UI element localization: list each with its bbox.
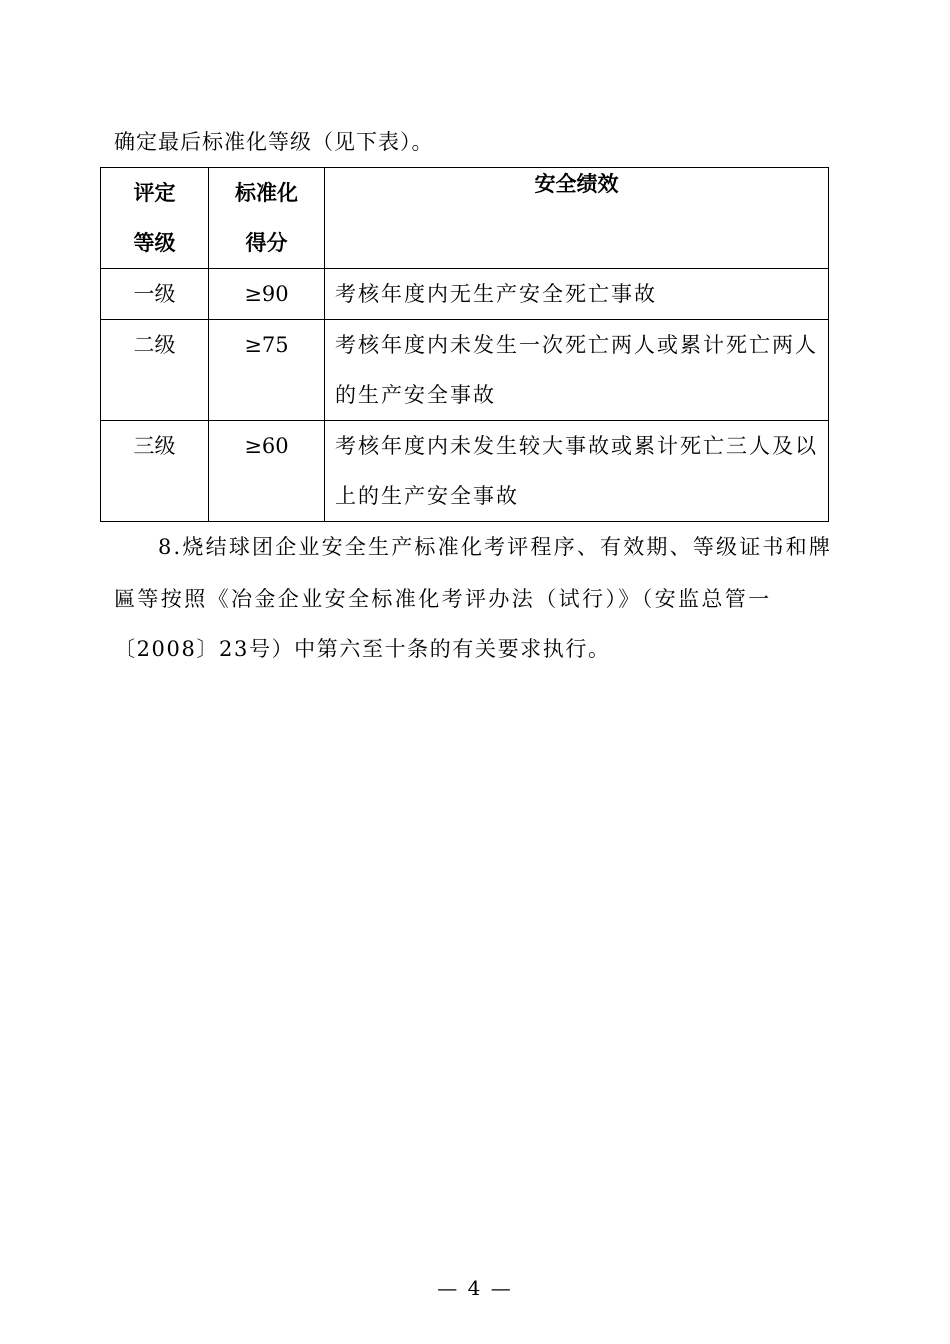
paragraph-line-2: 匾等按照《冶金企业安全标准化考评办法（试行）》（安监总管一 [114, 587, 772, 611]
header-grade [101, 168, 209, 269]
performance-cell: 考核年度内未发生一次死亡两人或累计死亡两人的生产安全事故 [325, 320, 829, 421]
score-cell: ≥75 [209, 320, 325, 421]
grade-cell: 一级 [101, 269, 209, 320]
header-score [209, 168, 325, 269]
page-number: — 4 — [437, 1276, 513, 1300]
intro-text: 确定最后标准化等级（见下表）。 [114, 130, 434, 154]
header-grade-line2: 等级 [133, 230, 176, 255]
grade-table [100, 167, 829, 522]
performance-cell: 考核年度内未发生较大事故或累计死亡三人及以上的生产安全事故 [325, 421, 829, 522]
performance-cell: 考核年度内无生产安全死亡事故 [325, 269, 829, 320]
header-score-line2: 得分 [245, 230, 288, 255]
table-row [101, 320, 829, 421]
grade-cell: 二级 [101, 320, 209, 421]
table-header-row [101, 168, 829, 269]
score-cell: ≥90 [209, 269, 325, 320]
score-cell: ≥60 [209, 421, 325, 522]
grade-cell: 三级 [101, 421, 209, 522]
paragraph-line-1: 8.烧结球团企业安全生产标准化考评程序、有效期、等级证书和牌 [158, 535, 833, 559]
table-row [101, 269, 829, 320]
header-grade-line1: 评定 [133, 180, 176, 205]
header-score-line1: 标准化 [235, 180, 298, 205]
paragraph-line-3: 〔2008〕23号）中第六至十条的有关要求执行。 [114, 637, 611, 661]
table-row [101, 421, 829, 522]
header-performance: 安全绩效 [325, 168, 829, 269]
